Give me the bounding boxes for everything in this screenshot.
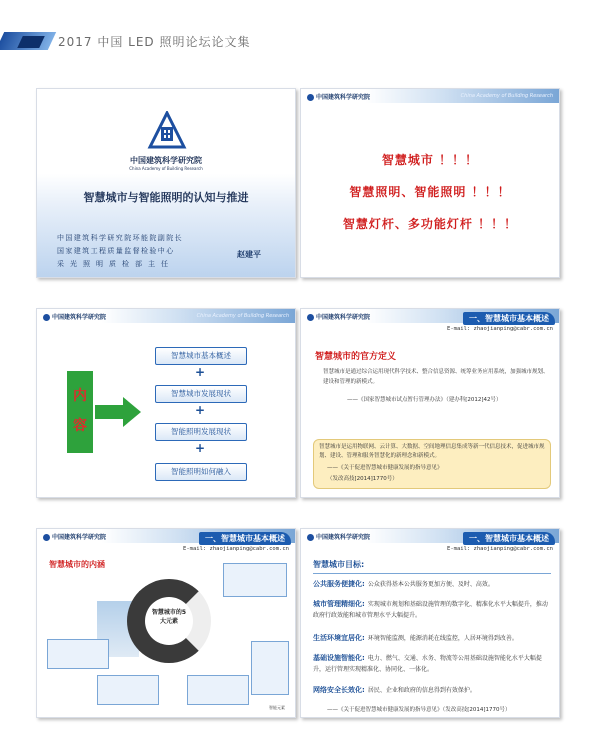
section-tab: 一、智慧城市基本概述 bbox=[463, 312, 555, 325]
goal-label: 网络安全长效化: bbox=[313, 686, 365, 694]
divider bbox=[313, 573, 551, 574]
slide-footnote: 智能元素 bbox=[269, 705, 285, 710]
goal-row bbox=[313, 633, 551, 644]
institute-name: 中国建筑科学研究院 bbox=[130, 155, 202, 165]
contents-item: 智能照明如何融入 bbox=[155, 463, 247, 481]
slide-logo bbox=[307, 312, 370, 321]
slide-goals bbox=[300, 528, 560, 718]
slide-title bbox=[36, 88, 296, 278]
contents-label: 内容 bbox=[67, 371, 93, 453]
slide-connotation bbox=[36, 528, 296, 718]
logo-icon bbox=[43, 534, 50, 541]
goal-label: 城市管理精细化: bbox=[313, 600, 365, 608]
element-textbox bbox=[187, 675, 249, 705]
contact-email: E-mail: zhaojianping@cabr.com.cn bbox=[447, 326, 553, 332]
contact-email: E-mail: zhaojianping@cabr.com.cn bbox=[447, 546, 553, 552]
logo-icon bbox=[307, 94, 314, 101]
goal-row bbox=[313, 579, 551, 590]
contact-email: E-mail: zhaojianping@cabr.com.cn bbox=[183, 546, 289, 552]
contents-item: 智慧城市基本概述 bbox=[155, 347, 247, 365]
goal-row bbox=[313, 685, 551, 696]
elements-center-label: 智慧城市的5大元素 bbox=[151, 609, 187, 625]
logo-text: 中国建筑科学研究院 bbox=[52, 314, 107, 321]
plus-icon: + bbox=[195, 365, 206, 379]
slide-keywords bbox=[300, 88, 560, 278]
definition-paragraph: 智慧城市是通过综合运用现代科学技术、整合信息资源、统筹业务应用系统，加强城市规划、建设和管理的新模式。 bbox=[323, 369, 549, 385]
plus-icon: + bbox=[195, 441, 206, 455]
goal-text: 实现城市规划和基础设施管理的数字化、精准化水平大幅提升，推动政府行政效能和城市管理水平大幅提升。 bbox=[313, 601, 548, 619]
page-header bbox=[0, 0, 600, 60]
institute-name-en: China Academy of Building Research bbox=[129, 166, 203, 171]
section-tab: 一、智慧城市基本概述 bbox=[463, 532, 555, 545]
goal-row bbox=[313, 599, 551, 621]
goal-label: 基础设施智能化: bbox=[313, 654, 365, 662]
keyword-line: 智慧城市 ！！！ bbox=[381, 153, 479, 167]
logo-text: 中国建筑科学研究院 bbox=[316, 94, 371, 101]
keyword-line: 智慧灯杆、多功能灯杆 ！！！ bbox=[342, 217, 518, 231]
presenter-name: 赵建平 bbox=[237, 249, 261, 259]
logo-icon bbox=[43, 314, 50, 321]
goal-label: 生活环境宜居化: bbox=[313, 634, 365, 642]
connotation-heading: 智慧城市的内涵 bbox=[49, 560, 105, 569]
goal-text: 电力、燃气、交通、水务、物流等公用基础设施智能化水平大幅提升，运行管理实现精准化、协同化、一体化。 bbox=[313, 655, 542, 673]
arrow-icon bbox=[95, 405, 125, 419]
goal-label: 公共服务便捷化: bbox=[313, 580, 365, 588]
slide-logo bbox=[43, 532, 106, 541]
highlight-ref: ——《关于促进智慧城市健康发展的指导意见》 bbox=[327, 465, 443, 471]
logo-icon bbox=[307, 314, 314, 321]
element-textbox bbox=[97, 675, 159, 705]
highlight-text: 智慧城市是运用物联网、云计算、大数据、空间地理信息集成等新一代信息技术，促进城市规划、建设、管理和服务智慧化的新理念和新模式。 bbox=[319, 444, 545, 459]
institute-emblem-icon bbox=[147, 111, 187, 151]
logo-text: 中国建筑科学研究院 bbox=[52, 534, 107, 541]
slide-definition bbox=[300, 308, 560, 498]
affiliation-line: 中国建筑科学研究院环能院副院长 bbox=[57, 234, 183, 242]
slide-title-text: 智慧城市与智能照明的认知与推进 bbox=[83, 191, 249, 204]
section-tab: 一、智慧城市基本概述 bbox=[199, 532, 291, 545]
goals-footnote: ——《关于促进智慧城市健康发展的指导意见》（发改高技[2014]1770号） bbox=[327, 707, 511, 713]
element-textbox bbox=[47, 639, 109, 669]
keyword-line: 智慧照明、智能照明 ！！！ bbox=[349, 185, 511, 199]
arrow-head-icon bbox=[123, 397, 141, 427]
slide-logo bbox=[43, 312, 106, 321]
logo-icon bbox=[307, 534, 314, 541]
goals-heading: 智慧城市目标: bbox=[313, 560, 365, 569]
contents-item: 智慧城市发展现状 bbox=[155, 385, 247, 403]
goal-text: 环境智能监测，能源消耗在线监控，人居环境得到改善。 bbox=[367, 635, 518, 642]
goal-text: 公众获得基本公共服务更加方便、及时、高效。 bbox=[367, 581, 494, 588]
element-textbox bbox=[223, 563, 287, 597]
cabr-en: China Academy of Building Research bbox=[460, 93, 553, 99]
slide-logo bbox=[307, 92, 370, 101]
affiliation-line: 采光照明质检部主任 bbox=[57, 260, 174, 268]
page-header-title: 2017 中国 LED 照明论坛论文集 bbox=[58, 35, 251, 49]
logo-text: 中国建筑科学研究院 bbox=[316, 534, 371, 541]
goal-row bbox=[313, 653, 551, 675]
contents-item: 智能照明发展现状 bbox=[155, 423, 247, 441]
goal-text: 居民、企业和政府的信息得到有效保护。 bbox=[367, 687, 476, 694]
affiliation-line: 国家建筑工程质量监督检验中心 bbox=[57, 247, 175, 255]
cabr-en: China Academy of Building Research bbox=[196, 313, 289, 319]
highlight-ref-number: （发改高技[2014]1770号） bbox=[327, 476, 398, 482]
definition-source: ——《国家智慧城市试点暂行管理办法》（建办科[2012]42号） bbox=[347, 397, 502, 403]
definition-heading: 智慧城市的官方定义 bbox=[315, 352, 397, 362]
element-textbox bbox=[251, 641, 289, 695]
slide-contents bbox=[36, 308, 296, 498]
plus-icon: + bbox=[195, 403, 206, 417]
logo-text: 中国建筑科学研究院 bbox=[316, 314, 371, 321]
slide-logo bbox=[307, 532, 370, 541]
